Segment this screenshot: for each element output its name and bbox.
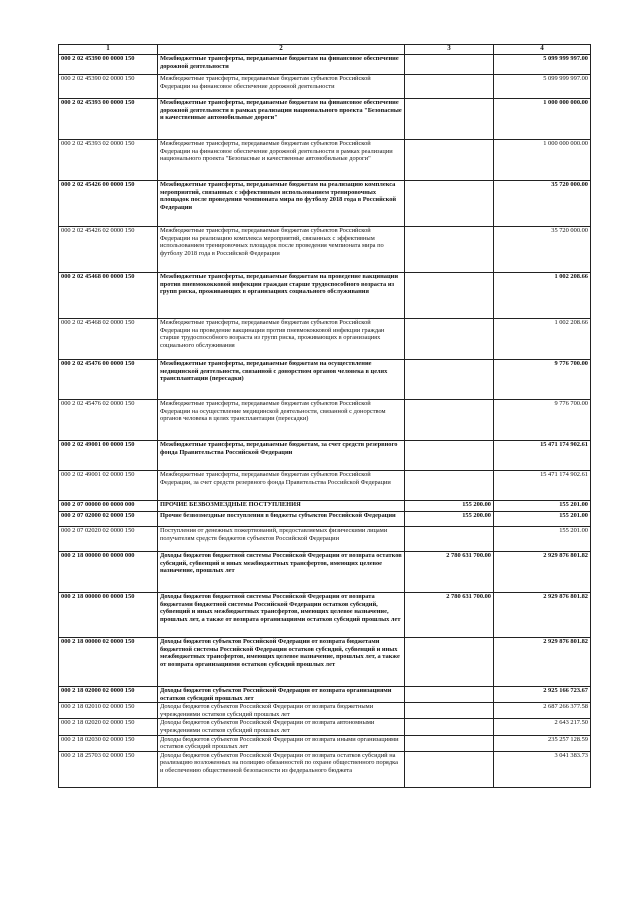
actual-amount-cell: 5 099 999 997.00 xyxy=(494,75,591,99)
plan-amount-cell: 155 200.00 xyxy=(405,501,494,512)
name-cell: Межбюджетные трансферты, передаваемые бюджетам на осуществление медицинской деятельности, связанной с донорством органов человека в целях трансплантации (пересадки) xyxy=(158,360,405,400)
actual-amount-cell: 15 471 174 902.61 xyxy=(494,471,591,501)
code-cell: 000 2 02 45390 00 0000 150 xyxy=(59,55,158,75)
actual-amount-cell: 5 099 999 997.00 xyxy=(494,55,591,75)
actual-amount-cell: 2 929 876 801.82 xyxy=(494,638,591,687)
code-cell: 000 2 18 00000 02 0000 150 xyxy=(59,638,158,687)
code-cell: 000 2 02 49001 00 0000 150 xyxy=(59,441,158,471)
code-cell: 000 2 02 45393 02 0000 150 xyxy=(59,140,158,181)
actual-amount-cell: 15 471 174 902.61 xyxy=(494,441,591,471)
table-row xyxy=(59,319,591,360)
actual-amount-cell: 2 643 217.50 xyxy=(494,719,591,735)
plan-amount-cell xyxy=(405,181,494,227)
code-cell: 000 2 02 45476 02 0000 150 xyxy=(59,400,158,441)
name-cell: Доходы бюджетов субъектов Российской Федерации от возврата организациями остатков субсидий прошлых лет xyxy=(158,687,405,703)
plan-amount-cell xyxy=(405,687,494,703)
table-row xyxy=(59,273,591,319)
actual-amount-cell: 155 201.00 xyxy=(494,501,591,512)
actual-amount-cell: 1 002 208.66 xyxy=(494,273,591,319)
name-cell: Межбюджетные трансферты, передаваемые бюджетам субъектов Российской Федерации, за счет средств резервного фонда Правительства Российской Федерации xyxy=(158,471,405,501)
code-cell: 000 2 02 45390 02 0000 150 xyxy=(59,75,158,99)
column-header: 1 xyxy=(59,45,158,55)
actual-amount-cell: 1 000 000 000.00 xyxy=(494,99,591,140)
name-cell: Межбюджетные трансферты, передаваемые бюджетам субъектов Российской Федерации на проведение вакцинации против пневмококковой инфекции граждан старше трудоспособного возраста из групп риска, проживающих в организациях социального обслуживания xyxy=(158,319,405,360)
code-cell: 000 2 18 00000 00 0000 000 xyxy=(59,552,158,593)
plan-amount-cell xyxy=(405,719,494,735)
actual-amount-cell: 2 687 266 377.58 xyxy=(494,703,591,719)
plan-amount-cell xyxy=(405,140,494,181)
actual-amount-cell: 1 002 208.66 xyxy=(494,319,591,360)
actual-amount-cell: 35 720 000.00 xyxy=(494,227,591,273)
name-cell: Межбюджетные трансферты, передаваемые бюджетам на финансовое обеспечение дорожной деятельности в рамках реализации национального проекта "Безопасные и качественные автомобильные дороги" xyxy=(158,99,405,140)
name-cell: Межбюджетные трансферты, передаваемые бюджетам на финансовое обеспечение дорожной деятельности xyxy=(158,55,405,75)
plan-amount-cell xyxy=(405,441,494,471)
table-row xyxy=(59,751,591,787)
plan-amount-cell xyxy=(405,227,494,273)
table-row xyxy=(59,75,591,99)
code-cell: 000 2 18 02030 02 0000 150 xyxy=(59,735,158,751)
actual-amount-cell: 35 720 000.00 xyxy=(494,181,591,227)
name-cell: Доходы бюджетов бюджетной системы Российской Федерации от возврата бюджетами бюджетной системы Российской Федерации остатков субсидий, субвенций и иных межбюджетных трансфертов, имеющих целевое назначение, прошлых лет, а также от возврата организациями остатков субсидий прошлых лет xyxy=(158,593,405,638)
code-cell: 000 2 02 45426 02 0000 150 xyxy=(59,227,158,273)
code-cell: 000 2 07 02020 02 0000 150 xyxy=(59,527,158,552)
plan-amount-cell xyxy=(405,527,494,552)
code-cell: 000 2 02 45468 00 0000 150 xyxy=(59,273,158,319)
plan-amount-cell xyxy=(405,471,494,501)
table-row xyxy=(59,441,591,471)
code-cell: 000 2 18 25703 02 0000 150 xyxy=(59,751,158,787)
table-row xyxy=(59,55,591,75)
plan-amount-cell xyxy=(405,400,494,441)
code-cell: 000 2 02 45468 02 0000 150 xyxy=(59,319,158,360)
name-cell: Межбюджетные трансферты, передаваемые бюджетам на проведение вакцинации против пневмококковой инфекции граждан старше трудоспособного возраста из групп риска, проживающих в организациях социального обслуживания xyxy=(158,273,405,319)
name-cell: Поступления от денежных пожертвований, предоставляемых физическими лицами получателям средств бюджетов субъектов Российской Федерации xyxy=(158,527,405,552)
code-cell: 000 2 18 02010 02 0000 150 xyxy=(59,703,158,719)
plan-amount-cell: 2 780 631 700.00 xyxy=(405,552,494,593)
name-cell: Межбюджетные трансферты, передаваемые бюджетам субъектов Российской Федерации на финансовое обеспечение дорожной деятельности xyxy=(158,75,405,99)
table-row xyxy=(59,227,591,273)
actual-amount-cell: 1 000 000 000.00 xyxy=(494,140,591,181)
name-cell: Межбюджетные трансферты, передаваемые бюджетам субъектов Российской Федерации на финансовое обеспечение дорожной деятельности в рамках реализации национального проекта "Безопасные и качественные автомобильные дороги" xyxy=(158,140,405,181)
code-cell: 000 2 02 49001 02 0000 150 xyxy=(59,471,158,501)
table-row xyxy=(59,719,591,735)
code-cell: 000 2 07 00000 00 0000 000 xyxy=(59,501,158,512)
plan-amount-cell xyxy=(405,75,494,99)
table-row xyxy=(59,638,591,687)
actual-amount-cell: 155 201.00 xyxy=(494,527,591,552)
plan-amount-cell xyxy=(405,360,494,400)
table-row xyxy=(59,552,591,593)
name-cell: Доходы бюджетов субъектов Российской Федерации от возврата остатков субсидий на реализацию возложенных на полицию обязанностей по охране общественного порядка и обеспечению общественной безопасности из федерального бюджета xyxy=(158,751,405,787)
name-cell: ПРОЧИЕ БЕЗВОЗМЕЗДНЫЕ ПОСТУПЛЕНИЯ xyxy=(158,501,405,512)
code-cell: 000 2 02 45476 00 0000 150 xyxy=(59,360,158,400)
table-row xyxy=(59,512,591,527)
table-row xyxy=(59,360,591,400)
plan-amount-cell xyxy=(405,638,494,687)
plan-amount-cell xyxy=(405,319,494,360)
name-cell: Доходы бюджетов субъектов Российской Федерации от возврата бюджетами бюджетной системы Российской Федерации остатков субсидий, субвенций и иных межбюджетных трансфертов, имеющих целевое назначение, прошлых лет, а также от возврата организациями остатков субсидий прошлых лет xyxy=(158,638,405,687)
table-row xyxy=(59,687,591,703)
plan-amount-cell xyxy=(405,703,494,719)
plan-amount-cell xyxy=(405,99,494,140)
table-row xyxy=(59,99,591,140)
name-cell: Прочие безвозмездные поступления в бюджеты субъектов Российской Федерации xyxy=(158,512,405,527)
plan-amount-cell: 2 780 631 700.00 xyxy=(405,593,494,638)
plan-amount-cell: 155 200.00 xyxy=(405,512,494,527)
table-body xyxy=(59,55,591,788)
name-cell: Межбюджетные трансферты, передаваемые бюджетам субъектов Российской Федерации на осуществление медицинской деятельности, связанной с донорством органов человека в целях трансплантации (пересадки) xyxy=(158,400,405,441)
plan-amount-cell xyxy=(405,751,494,787)
actual-amount-cell: 2 925 166 723.67 xyxy=(494,687,591,703)
actual-amount-cell: 3 041 383.73 xyxy=(494,751,591,787)
plan-amount-cell xyxy=(405,735,494,751)
code-cell: 000 2 18 02000 02 0000 150 xyxy=(59,687,158,703)
column-header: 2 xyxy=(158,45,405,55)
code-cell: 000 2 07 02000 02 0000 150 xyxy=(59,512,158,527)
code-cell: 000 2 02 45393 00 0000 150 xyxy=(59,99,158,140)
actual-amount-cell: 9 776 700.00 xyxy=(494,400,591,441)
name-cell: Доходы бюджетов субъектов Российской Федерации от возврата иными организациями остатков субсидий прошлых лет xyxy=(158,735,405,751)
plan-amount-cell xyxy=(405,55,494,75)
name-cell: Доходы бюджетов субъектов Российской Федерации от возврата автономными учреждениями остатков субсидий прошлых лет xyxy=(158,719,405,735)
name-cell: Межбюджетные трансферты, передаваемые бюджетам на реализацию комплекса мероприятий, связанных с эффективным использованием тренировочных площадок после проведения чемпионата мира по футболу 2018 года в Российской Федерации xyxy=(158,181,405,227)
actual-amount-cell: 235 257 128.59 xyxy=(494,735,591,751)
plan-amount-cell xyxy=(405,273,494,319)
table-row xyxy=(59,400,591,441)
name-cell: Доходы бюджетов субъектов Российской Федерации от возврата бюджетными учреждениями остатков субсидий прошлых лет xyxy=(158,703,405,719)
table-row xyxy=(59,703,591,719)
table-row xyxy=(59,140,591,181)
column-header: 3 xyxy=(405,45,494,55)
actual-amount-cell: 155 201.00 xyxy=(494,512,591,527)
table-row xyxy=(59,735,591,751)
code-cell: 000 2 02 45426 00 0000 150 xyxy=(59,181,158,227)
table-row xyxy=(59,181,591,227)
column-header: 4 xyxy=(494,45,591,55)
code-cell: 000 2 18 00000 00 0000 150 xyxy=(59,593,158,638)
table-row xyxy=(59,471,591,501)
table-row xyxy=(59,501,591,512)
name-cell: Доходы бюджетов бюджетной системы Российской Федерации от возврата остатков субсидий, субвенций и иных межбюджетных трансфертов, имеющих целевое назначение, прошлых лет xyxy=(158,552,405,593)
table-row xyxy=(59,593,591,638)
actual-amount-cell: 2 929 876 801.82 xyxy=(494,593,591,638)
budget-revenue-table xyxy=(58,44,591,788)
actual-amount-cell: 2 929 876 801.82 xyxy=(494,552,591,593)
name-cell: Межбюджетные трансферты, передаваемые бюджетам субъектов Российской Федерации на реализацию комплекса мероприятий, связанных с эффективным использованием тренировочных площадок после проведения чемпионата мира по футболу 2018 года в Российской Федерации xyxy=(158,227,405,273)
table-row xyxy=(59,527,591,552)
name-cell: Межбюджетные трансферты, передаваемые бюджетам, за счет средств резервного фонда Правительства Российской Федерации xyxy=(158,441,405,471)
code-cell: 000 2 18 02020 02 0000 150 xyxy=(59,719,158,735)
table-header-row xyxy=(59,45,591,55)
actual-amount-cell: 9 776 700.00 xyxy=(494,360,591,400)
